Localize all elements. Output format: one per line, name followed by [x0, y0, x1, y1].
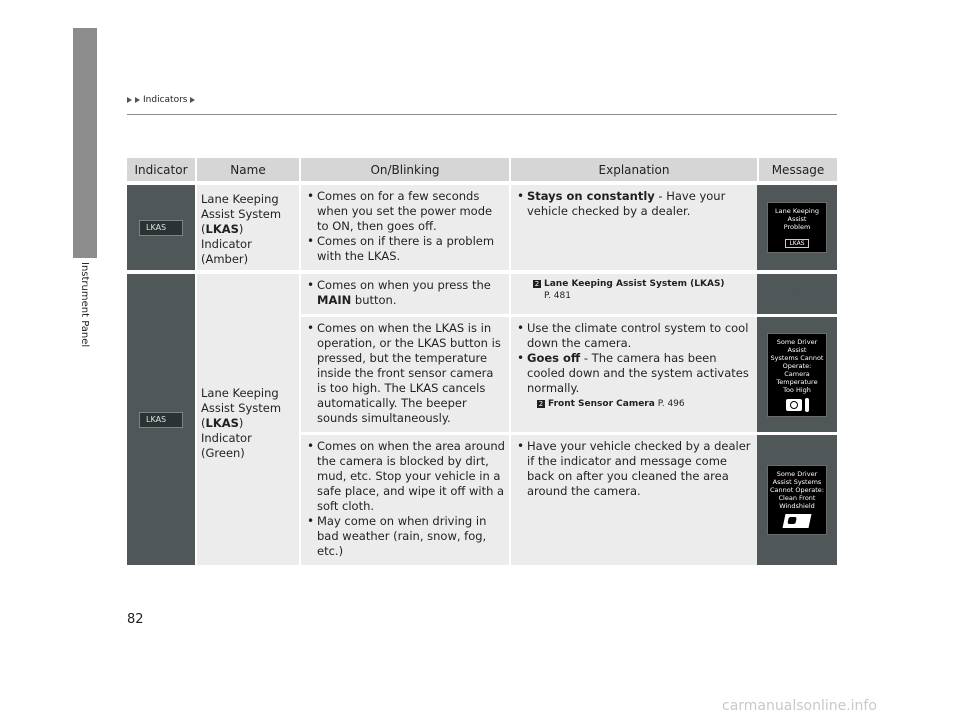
table-header-row [127, 158, 837, 181]
name-line: (Green) [201, 445, 245, 460]
on-blinking-cell [299, 432, 509, 565]
breadcrumb-arrow-icon [190, 97, 195, 103]
section-tab [73, 28, 97, 258]
camera-icon [786, 399, 802, 411]
explanation-cell [509, 181, 757, 270]
lkas-problem-message-screen: Lane Keeping Assist Problem LKAS [767, 202, 827, 253]
header-rule [127, 114, 837, 115]
header-explanation: Explanation [509, 158, 757, 181]
indicator-table [127, 158, 837, 565]
lkas-amber-indicator-icon: LKAS [139, 220, 183, 236]
reference-page[interactable]: P. 481 [544, 291, 571, 301]
reference-arrow-icon: 2 [538, 399, 544, 408]
watermark: carmanualsonline.info [722, 698, 877, 714]
breadcrumb-arrow-icon [135, 97, 140, 103]
on-blinking-cell [299, 270, 509, 314]
list-item: • Comes on when the area around the camera is blocked by dirt, mud, etc. Stop your vehicle in a safe place, and wipe it off with a soft cloth. [307, 439, 505, 514]
thermometer-icon [805, 398, 809, 412]
table-row [127, 270, 837, 314]
name-line: (Amber) [201, 252, 249, 266]
message-cell [757, 314, 837, 432]
clean-windshield-message-screen: Some Driver Assist Systems Cannot Operate: Clean Front Windshield [767, 465, 827, 535]
name-cell [195, 270, 299, 565]
list-item: • Comes on for a few seconds when you set the power mode to ON, then goes off. [307, 189, 505, 234]
list-item: • Comes on if there is a problem with the LKAS. [307, 234, 505, 264]
explanation-cell [509, 432, 757, 565]
message-cell [757, 432, 837, 565]
on-blinking-cell [299, 181, 509, 270]
no-message-dash: — [791, 287, 803, 301]
name-line: (LKAS) Indicator [201, 222, 252, 251]
list-item: • May come on when driving in bad weather (rain, snow, fog, etc.) [307, 514, 505, 559]
name-cell [195, 181, 299, 270]
header-name: Name [195, 158, 299, 181]
on-blinking-cell [299, 314, 509, 432]
list-item: • Use the climate control system to cool down the camera. [517, 321, 753, 351]
name-line: Lane Keeping [201, 192, 279, 206]
cross-reference-link[interactable]: 2 Front Sensor Camera P. 496 [538, 399, 685, 409]
list-item: • Comes on when the LKAS is in operation, or the LKAS button is pressed, but the temperature inside the front sensor camera is too high. The LKAS cancels automatically. The beeper sounds simultaneously. [307, 321, 505, 426]
reference-arrow-icon: 2 [534, 279, 540, 288]
header-indicator: Indicator [127, 158, 195, 181]
name-line: Assist System [201, 400, 282, 415]
page-number: 82 [127, 612, 144, 627]
list-item: • Goes off - The camera has been cooled down and the system activates normally. 2 Front Sensor Camera P. 496 [517, 351, 753, 410]
camera-temperature-message-screen: Some Driver Assist Systems Cannot Operate: Camera Temperature Too High [767, 333, 827, 417]
name-line: (LKAS) Indicator [201, 415, 252, 445]
name-line: Lane Keeping [201, 385, 279, 400]
section-label: Instrument Panel [79, 262, 90, 348]
lkas-green-indicator-icon: LKAS [139, 412, 183, 428]
indicator-cell [127, 181, 195, 270]
indicator-cell [127, 270, 195, 565]
header-on-blinking: On/Blinking [299, 158, 509, 181]
name-line: Assist System [201, 207, 282, 221]
breadcrumb-label[interactable]: Indicators [143, 95, 188, 105]
breadcrumb [127, 95, 195, 105]
message-cell [757, 181, 837, 270]
windshield-camera-icon [783, 514, 812, 528]
message-cell [757, 270, 837, 314]
list-item: • Stays on constantly - Have your vehicle checked by a dealer. [517, 189, 753, 219]
table-row [127, 181, 837, 270]
breadcrumb-arrow-icon [127, 97, 132, 103]
list-item: • Comes on when you press the MAIN button. [307, 278, 505, 308]
explanation-cell [509, 314, 757, 432]
header-message: Message [757, 158, 837, 181]
list-item: • Have your vehicle checked by a dealer if the indicator and message come back on after you cleaned the area around the camera. [517, 439, 753, 499]
cross-reference-link[interactable]: 2 Lane Keeping Assist System (LKAS) [534, 279, 725, 289]
explanation-cell [509, 270, 757, 314]
